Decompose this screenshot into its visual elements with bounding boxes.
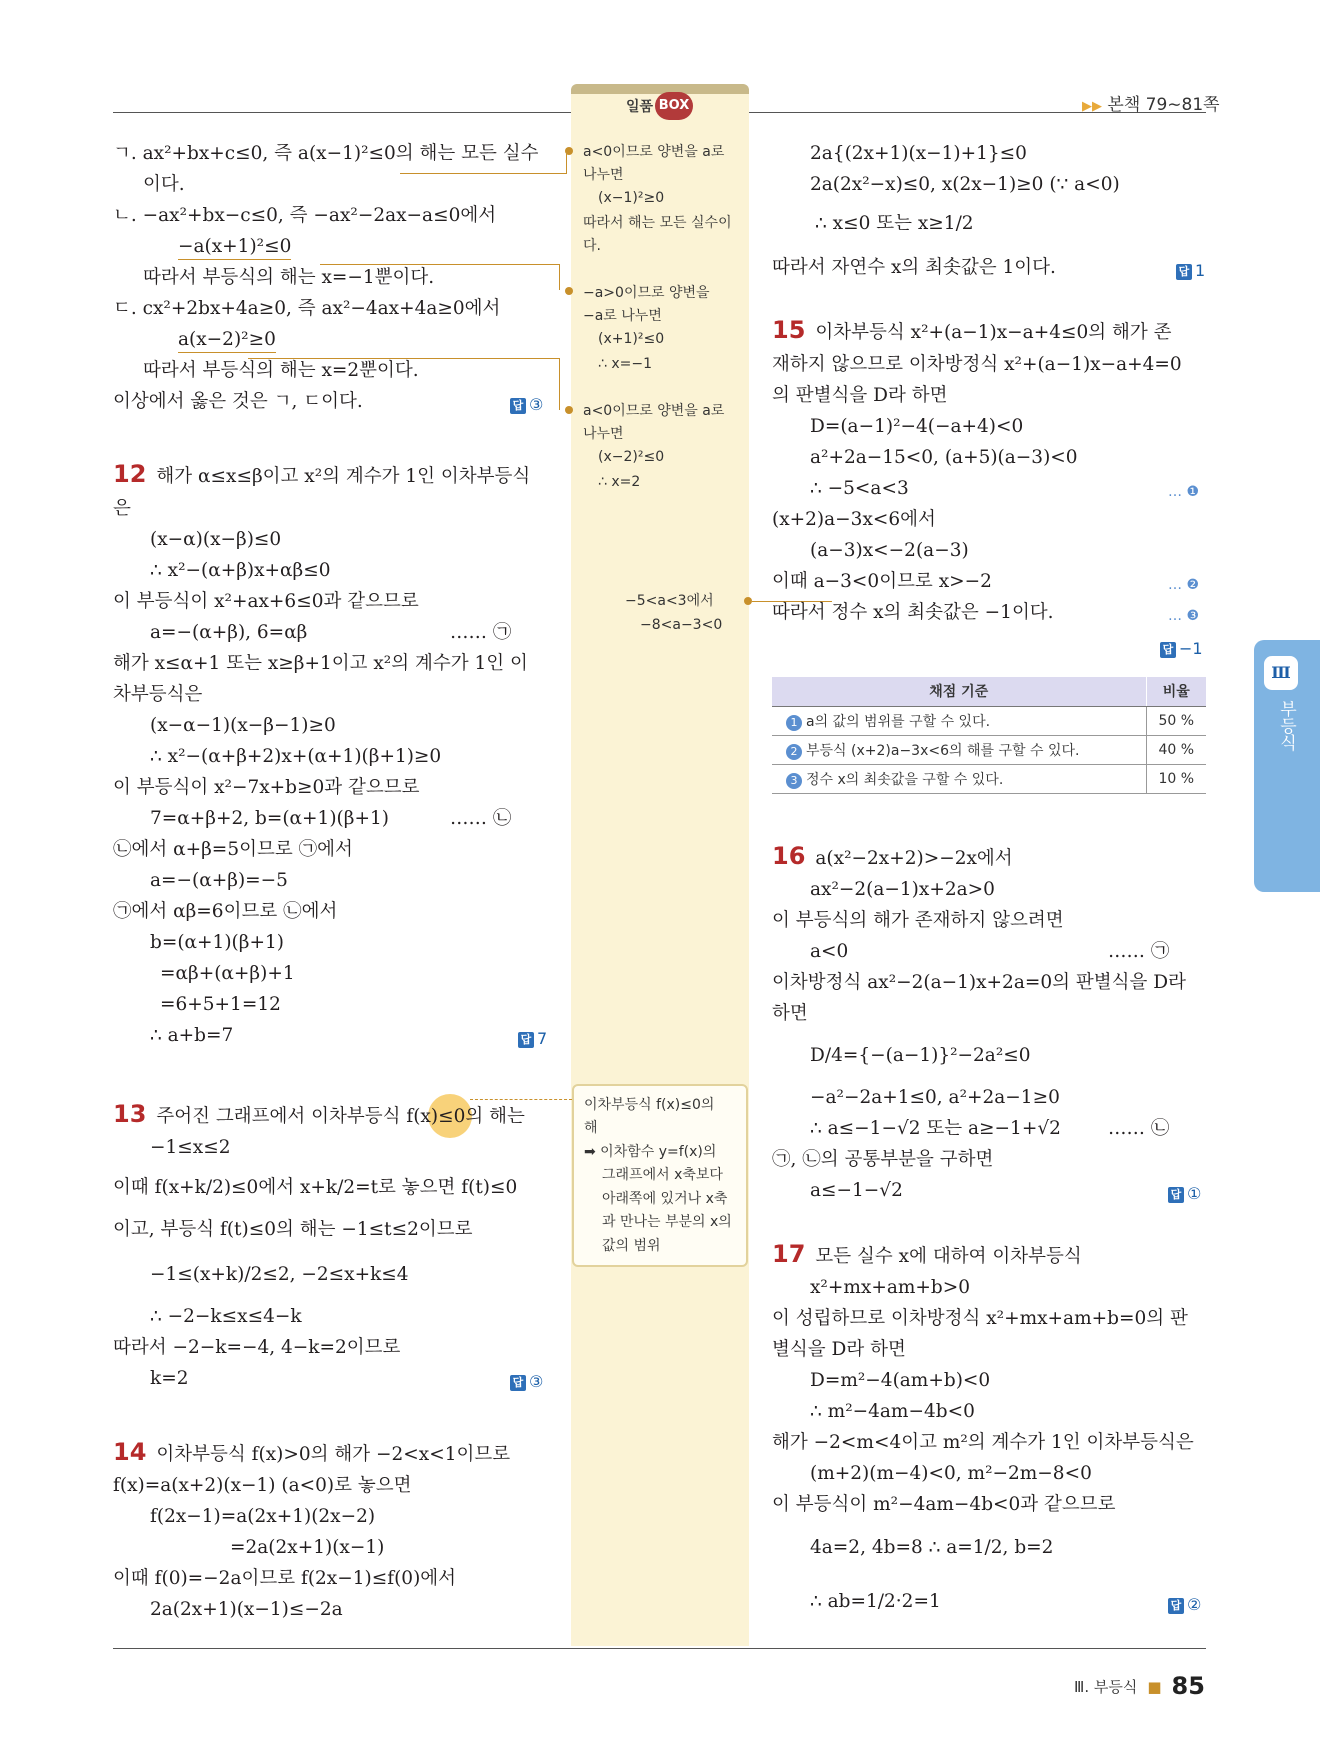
table-row [772, 735, 1206, 764]
problem-number: 12 [113, 460, 147, 488]
text-line: 재하지 않으므로 이차방정식 x²+(a−1)x−a+4=0 [772, 354, 1182, 375]
answer-value: −1 [1179, 639, 1203, 658]
answer-17 [1168, 1593, 1201, 1617]
text-line: =6+5+1=12 [160, 994, 281, 1015]
text-line: 이때 f(0)=−2a이므로 f(2x−1)≤f(0)에서 [113, 1568, 457, 1589]
text-line: 따라서 부등식의 해는 x=2뿐이다. [143, 360, 419, 381]
answer-value: ③ [529, 1372, 544, 1391]
text-line: ∴ −2−k≤x≤4−k [150, 1306, 302, 1327]
answer-15 [1160, 637, 1203, 661]
text-line: 은 [113, 498, 131, 519]
note-line: (x−2)²≤0 [598, 449, 665, 465]
text-line: 따라서 자연수 x의 최솟값은 1이다. [772, 257, 1056, 278]
note-dot [565, 287, 573, 295]
text-line: ∴ x≤0 또는 x≥1/2 [815, 213, 974, 234]
double-arrow-icon: ▶▶ [1082, 99, 1102, 114]
answer-mark-icon: 답 [518, 1032, 534, 1048]
note-line: −5<a<3에서 [625, 593, 714, 609]
text-line: 이 부등식의 해가 존재하지 않으려면 [772, 910, 1064, 931]
step-number-icon: 1 [786, 715, 802, 731]
answer-13 [510, 1370, 543, 1394]
text-line: a(x−2)²≥0 [178, 328, 276, 353]
criteria-text: 정수 x의 최솟값을 구할 수 있다. [806, 771, 1004, 788]
page-number: 85 [1171, 1672, 1205, 1700]
text-line: a(x²−2x+2)>−2x에서 [815, 848, 1013, 869]
answer-16 [1168, 1182, 1201, 1206]
step-mark-3: … ❸ [1168, 608, 1200, 624]
step-number-icon: 2 [786, 744, 802, 760]
text-line: ∴ −5<a<3 [810, 478, 909, 499]
text-line: −1≤(x+k)/2≤2, −2≤x+k≤4 [150, 1264, 409, 1285]
text-line: 이차방정식 ax²−2(a−1)x+2a=0의 판별식을 D라 [772, 972, 1186, 993]
text-line: a=−(α+β)=−5 [150, 870, 288, 891]
equation-label: …… ㉡ [450, 808, 512, 829]
scoring-table [772, 677, 1206, 794]
text-line: 2a{(2x+1)(x−1)+1}≤0 [810, 143, 1027, 164]
note-line: 이차부등식 f(x)≤0의 [584, 1097, 715, 1113]
text-line: (x−α)(x−β)≤0 [150, 529, 282, 550]
problem-number: 17 [772, 1240, 806, 1268]
text-line: ㄷ. cx²+2bx+4a≥0, 즉 ax²−4ax+4a≥0에서 [113, 298, 501, 319]
text-line: =2a(2x+1)(x−1) [230, 1537, 385, 1558]
note-connector [248, 358, 560, 410]
answer-mark-icon: 답 [1160, 642, 1176, 658]
answer-mark-icon: 답 [510, 1375, 526, 1391]
note-line: ∴ x=2 [598, 474, 641, 490]
answer-mark-icon: 답 [1168, 1187, 1184, 1203]
answer-value: ① [1187, 1184, 1202, 1203]
problem-16 [772, 844, 1013, 871]
text-line: ∴ x²−(α+β)x+αβ≤0 [150, 560, 331, 581]
text-line: 이 부등식이 x²−7x+b≥0과 같으므로 [113, 777, 420, 798]
criteria-text: 부등식 (x+2)a−3x<6의 해를 구할 수 있다. [806, 742, 1080, 759]
step-number-icon: 3 [786, 773, 802, 789]
problem-number: 15 [772, 316, 806, 344]
problem-17 [772, 1242, 1082, 1269]
text-line: ∴ m²−4am−4b<0 [810, 1401, 975, 1422]
footer-rule [113, 1648, 1206, 1649]
box-badge: BOX [655, 92, 693, 120]
note-line: −a>0이므로 양변을 [583, 285, 710, 301]
note-line: a<0이므로 양변을 a로 [583, 144, 725, 160]
answer-mark-icon: 답 [1176, 264, 1192, 280]
table-cell [772, 735, 1146, 764]
answer-mark-icon: 답 [510, 398, 526, 414]
text-line: 주어진 그래프에서 이차부등식 f(x)≤0의 해는 [156, 1106, 525, 1127]
text-line: 별식을 D라 하면 [772, 1339, 906, 1360]
text-line: 이상에서 옳은 것은 ㄱ, ㄷ이다. [113, 391, 363, 412]
note-dot [744, 597, 752, 605]
page-reference-text: 본책 79∼81쪽 [1107, 95, 1220, 115]
note-line: ∴ x=−1 [598, 356, 653, 372]
text-line: −a²−2a+1≤0, a²+2a−1≥0 [810, 1087, 1060, 1108]
text-line: a=−(α+β), 6=αβ [150, 622, 308, 643]
text-line: 따라서 −2−k=−4, 4−k=2이므로 [113, 1337, 401, 1358]
text-line: −1≤x≤2 [150, 1137, 231, 1158]
text-line: 이차부등식 x²+(a−1)x−a+4≤0의 해가 존 [815, 322, 1172, 343]
ratio-cell: 40 % [1146, 735, 1206, 764]
note-line: 따라서 해는 모든 실수이 [583, 215, 732, 231]
note-line: 과 만나는 부분의 x의 [602, 1214, 732, 1230]
text-line: (m+2)(m−4)<0, m²−2m−8<0 [810, 1463, 1092, 1484]
text-line: f(2x−1)=a(2x+1)(2x−2) [150, 1506, 376, 1527]
table-cell [772, 764, 1146, 793]
answer-12 [518, 1027, 547, 1051]
answer-value: 1 [1195, 261, 1206, 280]
equation-label: …… ㉡ [1108, 1118, 1170, 1139]
note-line: 아래쪽에 있거나 x축 [602, 1191, 728, 1207]
footer-chapter: Ⅲ. 부등식 [1074, 1678, 1138, 1696]
note-line: (x+1)²≤0 [598, 331, 665, 347]
table-header-ratio: 비율 [1146, 677, 1206, 706]
note-line: a<0이므로 양변을 a로 [583, 403, 725, 419]
text-line: b=(α+1)(β+1) [150, 932, 284, 953]
text-line: 차부등식은 [113, 684, 203, 705]
ratio-cell: 10 % [1146, 764, 1206, 793]
text-line: =αβ+(α+β)+1 [160, 963, 295, 984]
criteria-text: a의 값의 범위를 구할 수 있다. [806, 713, 991, 730]
footer-separator: ■ [1147, 1678, 1162, 1696]
text-line: 이고, 부등식 f(t)≤0의 해는 −1≤t≤2이므로 [113, 1219, 473, 1240]
note-dot [565, 147, 573, 155]
text-line: f(x)=a(x+2)(x−1) (a<0)로 놓으면 [113, 1475, 412, 1496]
answer-value: 7 [537, 1029, 548, 1048]
note-dot [565, 406, 573, 414]
text-line: 이다. [143, 174, 185, 195]
text-line: (x+2)a−3x<6에서 [772, 509, 936, 530]
page-footer [1074, 1672, 1205, 1700]
text-line: 모든 실수 x에 대하여 이차부등식 [815, 1246, 1082, 1267]
note-line: 해 [584, 1120, 598, 1136]
step-mark-2: … ❷ [1168, 577, 1200, 593]
text-line: (a−3)x<−2(a−3) [810, 540, 969, 561]
text-line: ㉠에서 αβ=6이므로 ㉡에서 [113, 901, 338, 922]
problem-12 [113, 462, 530, 489]
table-row [772, 764, 1206, 793]
text-line: 따라서 부등식의 해는 x=−1뿐이다. [143, 267, 435, 288]
table-header-criteria: 채점 기준 [772, 677, 1146, 706]
text-line: D/4={−(a−1)}²−2a²≤0 [810, 1045, 1031, 1066]
problem-14 [113, 1440, 510, 1467]
text-line: D=m²−4(am+b)<0 [810, 1370, 991, 1391]
chapter-label: 부등식 [1276, 700, 1296, 751]
text-line: ∴ a+b=7 [150, 1025, 234, 1046]
text-line: ∴ ab=1/2·2=1 [810, 1591, 941, 1612]
chapter-numeral: Ⅲ [1264, 656, 1298, 690]
text-line: ㉡에서 α+β=5이므로 ㉠에서 [113, 839, 353, 860]
text-line: 의 판별식을 D라 하면 [772, 385, 948, 406]
problem-number: 14 [113, 1438, 147, 1466]
text-line: ax²−2(a−1)x+2a>0 [810, 879, 995, 900]
note-line: 나누면 [583, 426, 624, 442]
text-line: ㉠, ㉡의 공통부분을 구하면 [772, 1149, 994, 1170]
text-line: 이차부등식 f(x)>0의 해가 −2<x<1이므로 [156, 1444, 511, 1465]
note-connector [470, 1099, 572, 1100]
text-line: 이때 a−3<0이므로 x>−2 [772, 571, 992, 592]
equation-label: …… ㉠ [450, 622, 512, 643]
table-cell [772, 706, 1146, 735]
text-line: ∴ x²−(α+β+2)x+(α+1)(β+1)≥0 [150, 746, 442, 767]
text-line: a≤−1−√2 [810, 1180, 903, 1201]
note-line: 그래프에서 x축보다 [602, 1167, 723, 1183]
note-line: 값의 범위 [602, 1238, 661, 1254]
table-row [772, 706, 1206, 735]
step-mark-1: … ❶ [1168, 484, 1200, 500]
text-line: 이 성립하므로 이차방정식 x²+mx+am+b=0의 판 [772, 1308, 1188, 1329]
text-line: D=(a−1)²−4(−a+4)<0 [810, 416, 1024, 437]
answer-value: ② [1187, 1595, 1202, 1614]
note-column-tab [571, 84, 749, 94]
text-line: 4a=2, 4b=8 ∴ a=1/2, b=2 [810, 1537, 1054, 1558]
equation-label: …… ㉠ [1108, 941, 1170, 962]
note-line: ➡ 이차함수 y=f(x)의 [584, 1144, 717, 1160]
answer-mark-icon: 답 [1168, 1598, 1184, 1614]
note-line: 나누면 [583, 167, 624, 183]
box-label: 일품 [626, 99, 654, 115]
text-line: ㄱ. ax²+bx+c≤0, 즉 a(x−1)²≤0의 해는 모든 실수 [113, 143, 539, 164]
note-line: −a로 나누면 [583, 308, 662, 324]
ratio-cell: 50 % [1146, 706, 1206, 735]
page-reference [1082, 90, 1220, 115]
text-line: −a(x+1)²≤0 [178, 235, 291, 260]
text-line: 7=α+β+2, b=(α+1)(β+1) [150, 808, 389, 829]
text-line: 2a(2x+1)(x−1)≤−2a [150, 1599, 343, 1620]
note-line: (x−1)²≥0 [598, 190, 665, 206]
note-line: 다. [583, 238, 601, 254]
text-line: 이 부등식이 x²+ax+6≤0과 같으므로 [113, 591, 419, 612]
text-line: (x−α−1)(x−β−1)≥0 [150, 715, 336, 736]
answer-14 [1176, 259, 1205, 283]
note-line: −8<a−3<0 [640, 617, 723, 633]
text-line: 2a(2x²−x)≤0, x(2x−1)≥0 (∵ a<0) [810, 174, 1120, 195]
text-line: x²+mx+am+b>0 [810, 1277, 971, 1298]
text-line: 따라서 정수 x의 최솟값은 −1이다. [772, 602, 1054, 623]
text-line: ∴ a≤−1−√2 또는 a≥−1+√2 [810, 1118, 1061, 1139]
text-line: a²+2a−15<0, (a+5)(a−3)<0 [810, 447, 1078, 468]
problem-13 [113, 1102, 525, 1129]
answer-value: ③ [529, 395, 544, 414]
problem-15 [772, 318, 1171, 345]
note-connector [320, 264, 560, 290]
text-line: 해가 −2<m<4이고 m²의 계수가 1인 이차부등식은 [772, 1432, 1194, 1453]
text-line: ㄴ. −ax²+bx−c≤0, 즉 −ax²−2ax−a≤0에서 [113, 205, 497, 226]
text-line: k=2 [150, 1368, 189, 1389]
text-line: 해가 x≤α+1 또는 x≥β+1이고 x²의 계수가 1인 이 [113, 653, 528, 674]
note-connector [400, 154, 567, 174]
text-line: 이 부등식이 m²−4am−4b<0과 같으므로 [772, 1494, 1116, 1515]
text-line: 해가 α≤x≤β이고 x²의 계수가 1인 이차부등식 [156, 466, 531, 487]
text-line: 하면 [772, 1003, 808, 1024]
text-line: a<0 [810, 941, 849, 962]
problem-number: 13 [113, 1100, 147, 1128]
problem-number: 16 [772, 842, 806, 870]
text-line: 이때 f(x+k/2)≤0에서 x+k/2=t로 놓으면 f(t)≤0 [113, 1177, 518, 1198]
